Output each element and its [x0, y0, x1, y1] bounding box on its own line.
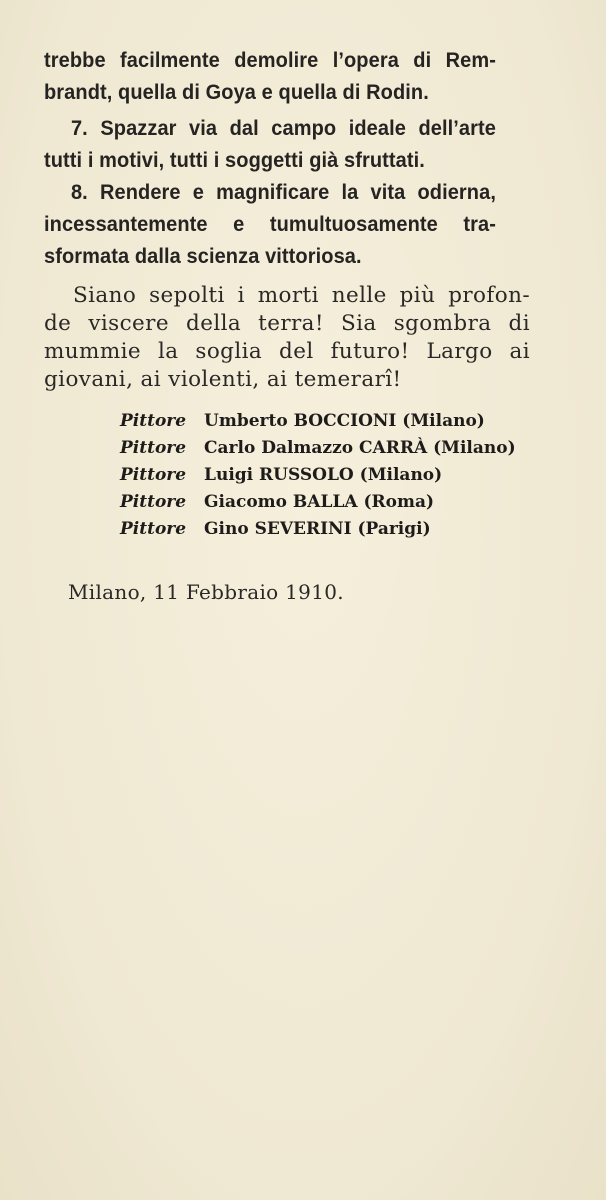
signatory-role: Pittore [120, 438, 187, 458]
signatory-name: Gino SEVERINI (Parigi) [204, 519, 431, 539]
signatory-role: Pittore [120, 492, 187, 512]
signatory-role: Pittore [120, 465, 187, 485]
signatory-balla [120, 489, 434, 516]
signatory-carra [120, 435, 516, 462]
point-8 [44, 176, 496, 272]
text-line: brandt, quella di Goya e quella di Rodin. [44, 80, 429, 104]
signatory-role: Pittore [120, 519, 187, 539]
text-line: Siano sepolti i morti nelle più profon- [73, 283, 530, 308]
signatory-name: Luigi RUSSOLO (Milano) [204, 465, 443, 485]
text-line: sformata dalla scienza vittoriosa. [44, 244, 362, 268]
signatory-russolo [120, 462, 442, 489]
point-6-continuation [44, 44, 496, 108]
signatory-name: Giacomo BALLA (Roma) [204, 492, 435, 512]
point-7 [44, 112, 496, 176]
text-line: trebbe facilmente demolire l’opera di Rem- [44, 48, 496, 72]
closing-paragraph [44, 282, 530, 394]
text-line: incessantemente e tumultuosamente tra- [44, 212, 496, 236]
text-line: giovani, ai violenti, ai temerarî! [44, 367, 402, 392]
date-line: Milano, 11 Febbraio 1910. [68, 580, 344, 604]
signatory-severini [120, 516, 431, 543]
signatory-name: Carlo Dalmazzo CARRÀ (Milano) [204, 438, 516, 458]
text-line: 8. Rendere e magnificare la vita odierna, [70, 180, 496, 204]
signatory-boccioni [120, 408, 485, 435]
text-line: de viscere della terra! Sia sgombra di [44, 311, 530, 336]
text-line: tutti i motivi, tutti i soggetti già sfruttati. [44, 148, 425, 172]
text-line: mummie la soglia del futuro! Largo ai [44, 339, 530, 364]
signatory-role: Pittore [120, 411, 187, 431]
signatory-name: Umberto BOCCIONI (Milano) [204, 411, 485, 431]
text-line: 7. Spazzar via dal campo ideale dell’arte [70, 116, 496, 140]
